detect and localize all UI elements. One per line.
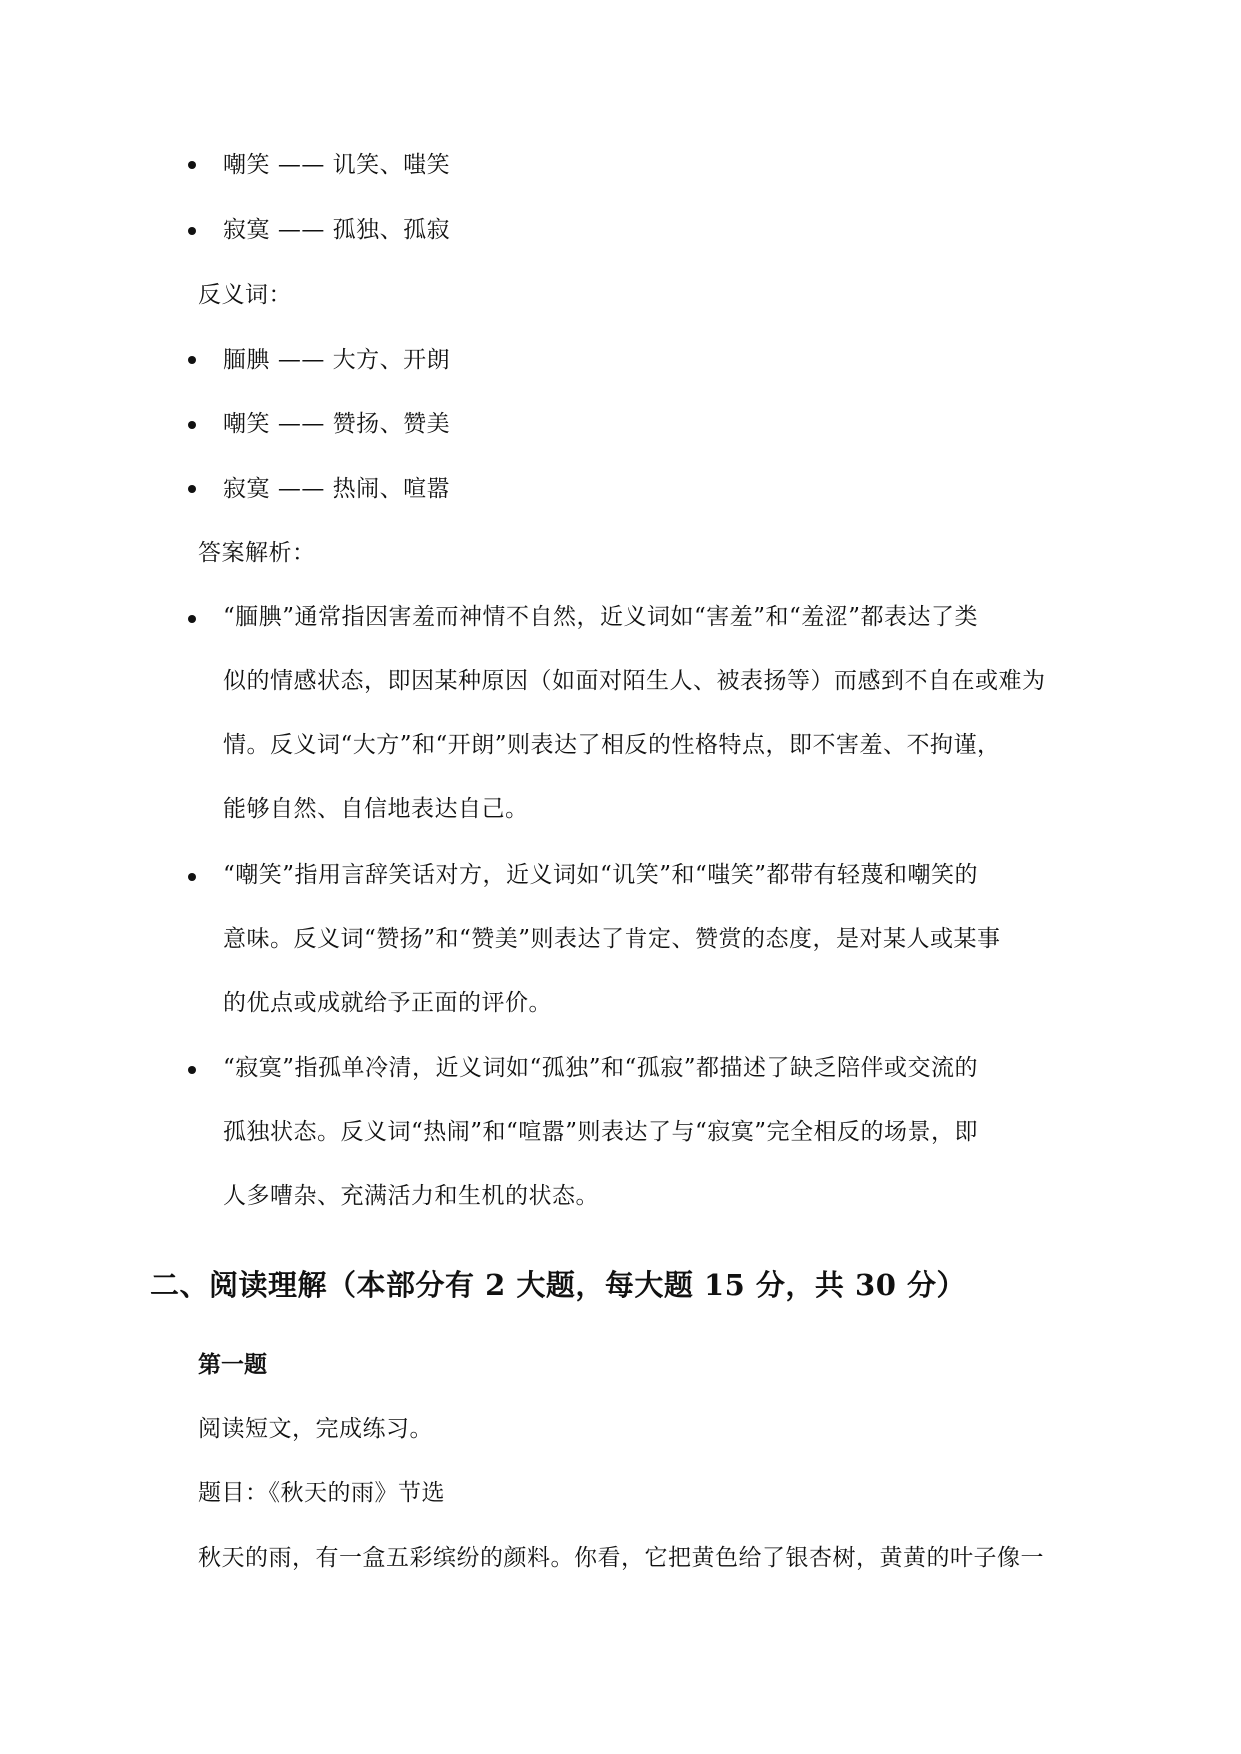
analysis-line: “腼腆”通常指因害羞而神情不自然，近义词如“害羞”和“羞涩”都表达了类 (223, 604, 979, 630)
synonym-word: 寂寞 (223, 217, 270, 243)
synonym-terms: 孤独、孤寂 (332, 217, 451, 243)
analysis-line: 似的情感状态，即因某种原因（如面对陌生人、被表扬等）而感到不自在或难为 (223, 668, 1046, 694)
bullet-dot (188, 356, 196, 364)
analysis-line: 人多嘈杂、充满活力和生机的状态。 (223, 1183, 599, 1209)
analysis-line: 的优点或成就给予正面的评价。 (223, 990, 552, 1016)
bullet-dot (188, 421, 196, 429)
antonym-label: 反义词： (198, 282, 292, 308)
synonym-item (223, 215, 450, 245)
synonym-dash: —— (277, 152, 325, 178)
passage-text: 秋天的雨，有一盒五彩缤纷的颜料。你看，它把黄色给了银杏树，黄黄的叶子像一 (198, 1545, 1044, 1571)
synonym-word: 嘲笑 (223, 152, 270, 178)
antonym-terms: 热闹、喧嚣 (332, 476, 451, 502)
analysis-label: 答案解析： (198, 540, 316, 566)
antonym-word: 腼腆 (223, 347, 270, 373)
antonym-dash: —— (277, 411, 325, 437)
antonym-terms: 大方、开朗 (332, 347, 451, 373)
bullet-dot (188, 615, 196, 623)
question-heading: 第一题 (198, 1351, 267, 1378)
analysis-line: 能够自然、自信地表达自己。 (223, 796, 529, 822)
analysis-line: “嘲笑”指用言辞笑话对方，近义词如“讥笑”和“嗤笑”都带有轻蔑和嘲笑的 (223, 862, 979, 888)
antonym-item (223, 474, 450, 504)
antonym-dash: —— (277, 476, 325, 502)
bullet-dot (188, 873, 196, 881)
antonym-word: 寂寞 (223, 476, 270, 502)
antonym-item (223, 409, 450, 439)
analysis-line: “寂寞”指孤单冷清，近义词如“孤独”和“孤寂”都描述了缺乏陪伴或交流的 (223, 1055, 979, 1081)
antonym-terms: 赞扬、赞美 (332, 411, 451, 437)
analysis-line: 意味。反义词“赞扬”和“赞美”则表达了肯定、赞赏的态度，是对某人或某事 (223, 926, 1001, 952)
bullet-dot (188, 485, 196, 493)
analysis-line: 孤独状态。反义词“热闹”和“喧嚣”则表达了与“寂寞”完全相反的场景，即 (223, 1119, 979, 1145)
passage-title: 题目：《秋天的雨》节选 (198, 1480, 445, 1506)
bullet-dot (188, 161, 196, 169)
instruction-text: 阅读短文，完成练习。 (198, 1416, 433, 1442)
synonym-item (223, 150, 450, 180)
section-heading: 二、阅读理解（本部分有 2 大题，每大题 15 分，共 30 分） (150, 1268, 966, 1302)
antonym-dash: —— (277, 347, 325, 373)
analysis-line: 情。反义词“大方”和“开朗”则表达了相反的性格特点，即不害羞、不拘谨， (223, 732, 1001, 758)
synonym-dash: —— (277, 217, 325, 243)
antonym-word: 嘲笑 (223, 411, 270, 437)
bullet-dot (188, 1066, 196, 1074)
bullet-dot (188, 227, 196, 235)
synonym-terms: 讥笑、嗤笑 (332, 152, 451, 178)
antonym-item (223, 345, 450, 375)
